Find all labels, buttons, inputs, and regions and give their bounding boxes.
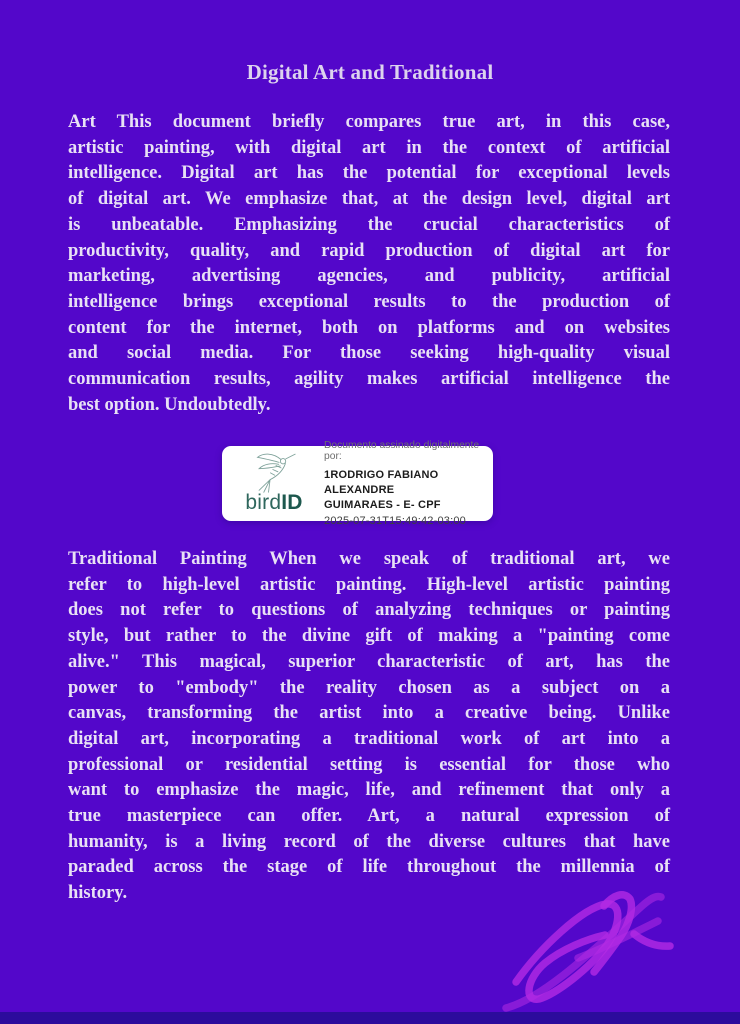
text-line: paraded across the stage of life throughout the millennia of [68,857,670,878]
digital-signature-stamp [222,440,493,527]
text-line: professional or residential setting is essential for those who [68,754,670,775]
birdid-logo [222,447,318,521]
text-line: power to "embody" the reality chosen as a subject on a [68,677,670,698]
stamp-text-block [318,434,493,533]
text-line: true masterpiece can offer. Art, a natural expression of [68,806,670,827]
text-line: artistic painting, with digital art in the context of artificial [68,137,670,158]
text-line: productivity, quality, and rapid production of digital art for [68,240,670,261]
birdid-wordmark-bold: ID [281,490,303,514]
birdid-wordmark [245,491,302,515]
text-line: Traditional Painting When we speak of traditional art, we [68,549,670,569]
text-line: Art This document briefly compares true art, in this case, [68,112,670,132]
text-line: want to emphasize the magic, life, and refinement that only a [68,780,670,801]
signature-timestamp: 2025-07-31T15:49:42-03:00 [324,515,466,527]
text-line: marketing, advertising agencies, and publicity, artificial [68,266,670,287]
text-line: does not refer to questions of analyzing techniques or painting [68,600,670,621]
signer-name-line-2: GUIMARAES - E- CPF [324,499,441,511]
text-line: and social media. For those seeking high-quality visual [68,343,670,364]
text-line: content for the internet, both on platforms and on websites [68,317,670,338]
text-line: is unbeatable. Emphasizing the crucial characteristics of [68,214,670,235]
stamp-header-text: Documento assinado digitalmente por: [324,440,480,462]
bottom-edge-strip [0,1012,740,1024]
text-line: of digital art. We emphasize that, at the design level, digital art [68,189,670,210]
signer-name-line-1: 1RODRIGO FABIANO ALEXANDRE [324,469,439,496]
birdid-wordmark-light: bird [245,490,282,514]
handwritten-signature [486,872,690,1020]
paragraph-digital-art [68,110,670,418]
text-line: alive." This magical, superior characteristic of art, has the [68,651,670,672]
text-line: intelligence. Digital art has the potential for exceptional levels [68,163,670,184]
text-line: style, but rather to the divine gift of making a "painting come [68,626,670,647]
text-line: intelligence brings exceptional results to the production of [68,291,670,312]
text-line: best option. Undoubtedly. [68,394,271,415]
text-line: history. [68,883,128,904]
text-line: communication results, agility makes artificial intelligence the [68,369,670,390]
text-line: canvas, transforming the artist into a creative being. Unlike [68,703,670,724]
hummingbird-icon [248,451,300,495]
text-line: refer to high-level artistic painting. High-level artistic painting [68,574,670,595]
document-title: Digital Art and Traditional [246,60,494,84]
paragraph-traditional-painting [68,547,670,907]
text-line: digital art, incorporating a traditional work of art into a [68,728,670,749]
text-line: humanity, is a living record of the diverse cultures that have [68,831,670,852]
